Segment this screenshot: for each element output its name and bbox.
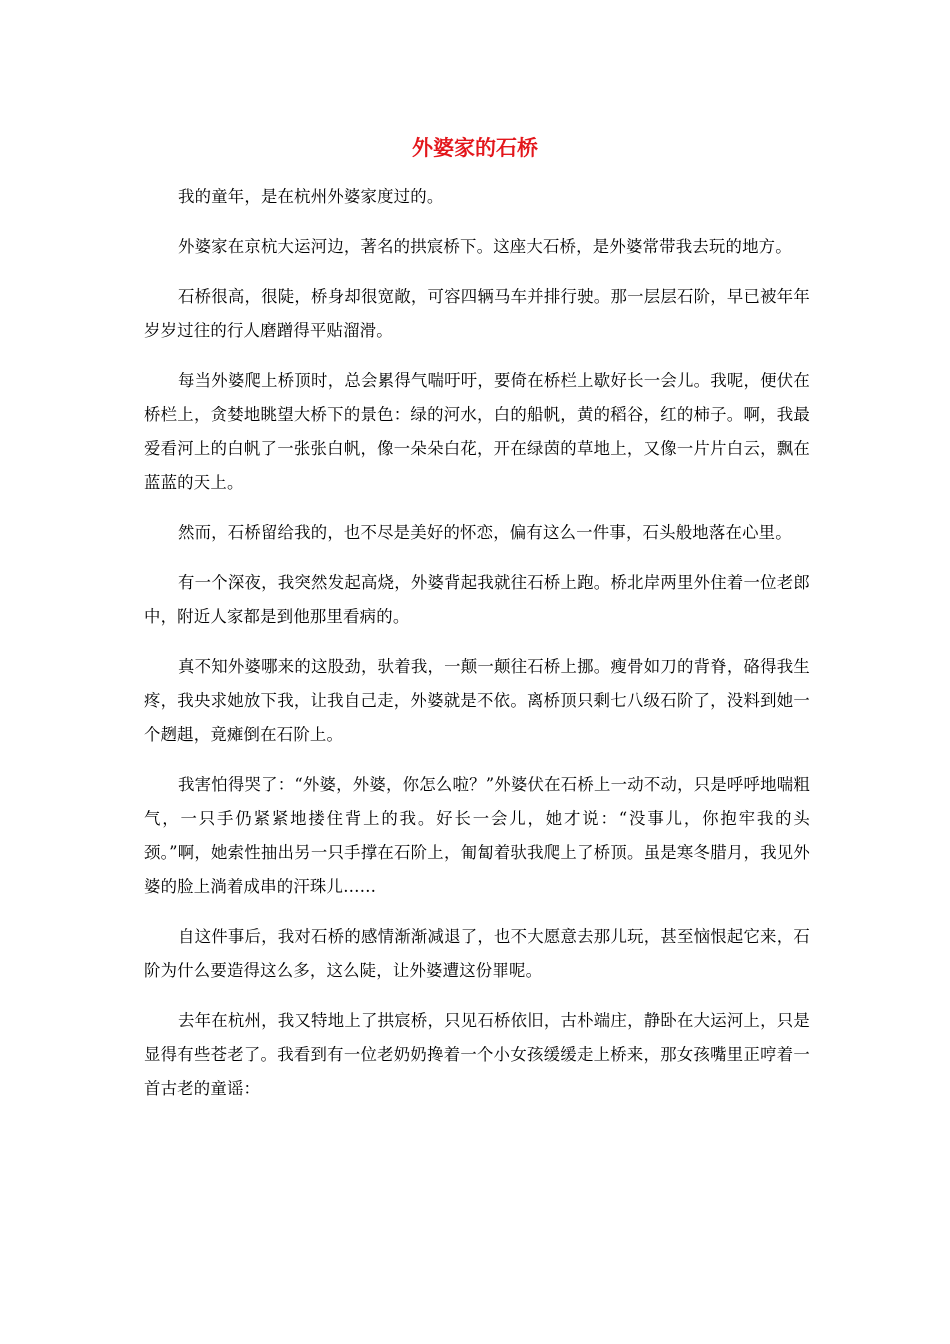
paragraph: 石桥很高，很陡，桥身却很宽敞，可容四辆马车并排行驶。那一层层石阶，早已被年年岁岁过往的行人磨蹭得平贴溜滑。: [144, 287, 810, 340]
paragraph: 自这件事后，我对石桥的感情渐渐减退了，也不大愿意去那儿玩，甚至恼恨起它来，石阶为什么要造得这么多，这么陡，让外婆遭这份罪呢。: [144, 927, 810, 980]
paragraph: 每当外婆爬上桥顶时，总会累得气喘吁吁，要倚在桥栏上歇好长一会儿。我呢，便伏在桥栏上，贪婪地眺望大桥下的景色：绿的河水，白的船帆，黄的稻谷，红的柿子。啊，我最爱看河上的白帆了一张张白帆，像一朵朵白花，开在绿茵的草地上，又像一片片白云，飘在蓝蓝的天上。: [144, 371, 810, 492]
document-title: 外婆家的石桥: [412, 135, 538, 160]
paragraph: 真不知外婆哪来的这股劲，驮着我，一颠一颠往石桥上挪。瘦骨如刀的背脊，硌得我生疼，我央求她放下我，让我自己走，外婆就是不依。离桥顶只剩七八级石阶了，没料到她一个趔趄，竟瘫倒在石阶上。: [144, 657, 810, 744]
paragraph: 我害怕得哭了：“外婆，外婆，你怎么啦？”外婆伏在石桥上一动不动，只是呼呼地喘粗气，一只手仍紧紧地搂住背上的我。好长一会儿，她才说：“没事儿，你抱牢我的头颈。”啊，她索性抽出另一只手撑在石阶上，匍匐着驮我爬上了桥顶。虽是寒冬腊月，我见外婆的脸上淌着成串的汗珠儿……: [144, 775, 810, 896]
document-body: [144, 180, 810, 1122]
paragraph: 然而，石桥留给我的，也不尽是美好的怀恋，偏有这么一件事，石头般地落在心里。: [178, 523, 792, 542]
paragraph: 外婆家在京杭大运河边，著名的拱宸桥下。这座大石桥，是外婆常带我去玩的地方。: [178, 237, 792, 256]
paragraph: 我的童年，是在杭州外婆家度过的。: [178, 187, 444, 206]
paragraph: 有一个深夜，我突然发起高烧，外婆背起我就往石桥上跑。桥北岸两里外住着一位老郎中，附近人家都是到他那里看病的。: [144, 573, 810, 626]
paragraph: 去年在杭州，我又特地上了拱宸桥，只见石桥依旧，古朴端庄，静卧在大运河上，只是显得有些苍老了。我看到有一位老奶奶搀着一个小女孩缓缓走上桥来，那女孩嘴里正哼着一首古老的童谣：: [144, 1011, 810, 1098]
